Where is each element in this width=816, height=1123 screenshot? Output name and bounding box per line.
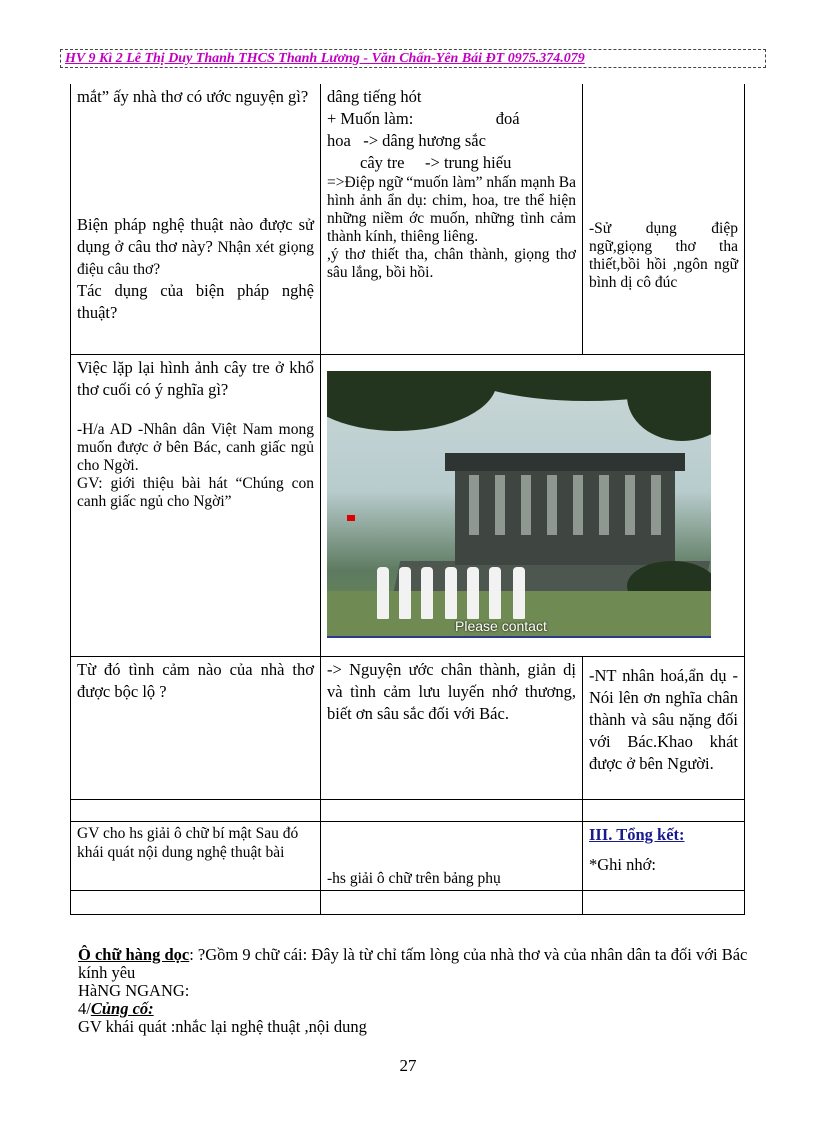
answer-line: dâng tiếng hót [327, 87, 422, 106]
conclusion-text: -Sử dụng điệp ngữ,giọng thơ tha thiết,bồi hồi ,ngôn ngữ bình dị cô đúc [589, 220, 738, 291]
crossword-prompt: Ô chữ hàng dọc: ?Gồm 9 chữ cái: Đây là từ chỉ tấm lòng của nhà thơ và của nhân dân ta đối với Bác kính yêu [78, 945, 748, 982]
question-text: GV cho hs giải ô chữ bí mật Sau đó khái quát nội dung nghệ thuật bài [77, 824, 299, 861]
answer-cell [321, 84, 583, 354]
table-row [71, 354, 745, 656]
question-text: -H/a AD -Nhân dân Việt Nam mong muốn được ở bên Bác, canh giấc ngủ cho Ngời. [77, 420, 314, 474]
question-text: Việc lặp lại hình ảnh cây tre ở khổ thơ cuối có ý nghĩa gì? [77, 357, 314, 399]
photo-cell [321, 354, 745, 656]
conclusion-cell [583, 821, 745, 890]
crossword-horizontal: HàNG NGANG: [78, 981, 190, 1000]
table-row [71, 84, 745, 354]
bottom-notes [78, 946, 768, 1036]
answer-line: ,ý thơ thiết tha, chân thành, giọng thơ sâu lắng, bồi hồi. [327, 246, 576, 281]
page-header: HV 9 Kì 2 Lê Thị Duy Thanh THCS Thanh Lương - Văn Chấn-Yên Bái ĐT 0975.374.079 [60, 49, 766, 68]
answer-cell [321, 821, 583, 890]
mausoleum-photo [327, 371, 711, 638]
conclusion-text: -NT nhân hoá,ẩn dụ -Nói lên ơn nghĩa chân thành và sâu nặng đối với Bác.Khao khát được ở bên Người. [589, 665, 738, 773]
question-text: Từ đó tình cảm nào của nhà thơ được bộc lộ ? [77, 659, 314, 701]
table-row [71, 799, 745, 821]
question-text: Biện pháp nghệ thuật nào được sử dụng ở câu thơ này? Nhận xét giọng điệu câu thơ? [77, 215, 314, 278]
summary-heading: III. Tổng kết: [589, 824, 685, 844]
summary-note: *Ghi nhớ: [589, 854, 656, 874]
consolidation-heading: 4/Củng cố: [78, 999, 154, 1018]
lesson-table [70, 84, 745, 915]
answer-text: -hs giải ô chữ trên bảng phụ [327, 869, 501, 887]
question-text: mắt” ấy nhà thơ có ước nguyện gì? [77, 87, 309, 106]
answer-line: cây tre -> trung hiếu [327, 153, 512, 172]
question-cell [71, 656, 321, 799]
conclusion-cell [583, 656, 745, 799]
conclusion-cell [583, 84, 745, 354]
question-text: GV: giới thiệu bài hát “Chúng con canh giấc ngủ cho Ngời” [77, 474, 314, 510]
question-cell [71, 84, 321, 354]
answer-line: =>Điệp ngữ “muốn làm” nhấn mạnh Ba hình ảnh ẩn dụ: chim, hoa, tre thể hiện những niềm ớc muốn, những tình cảm thành kính, thiêng liêng. [327, 174, 576, 245]
photo-watermark: Please contact [455, 617, 547, 634]
consolidation-text: GV khái quát :nhắc lại nghệ thuật ,nội dung [78, 1017, 367, 1036]
answer-cell [321, 656, 583, 799]
table-row [71, 656, 745, 799]
page-number: 27 [399, 1056, 417, 1075]
question-cell [71, 821, 321, 890]
answer-line: hoa -> dâng hương sắc [327, 131, 486, 150]
question-text: Tác dụng của biện pháp nghệ thuật? [77, 281, 314, 322]
question-cell [71, 354, 321, 656]
table-row [71, 890, 745, 914]
table-row [71, 821, 745, 890]
answer-text: -> Nguyện ước chân thành, giản dị và tình cảm lưu luyến nhớ thương, biết ơn sâu sắc đối với Bác. [327, 659, 576, 723]
answer-line: + Muốn làm: đoá [327, 109, 520, 128]
